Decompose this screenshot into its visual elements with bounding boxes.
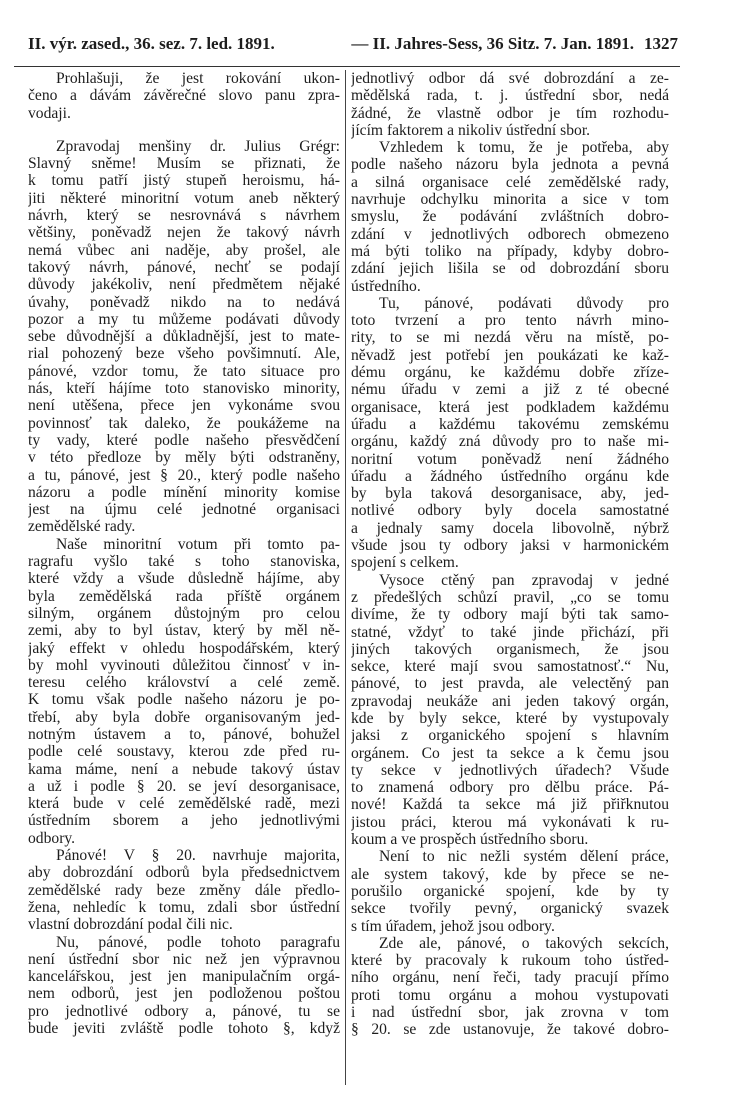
text-line: názoru a podle mínění minority komise	[28, 483, 340, 501]
header-czech: II. výr. zased., 36. sez. 7. led. 1891.	[28, 34, 275, 53]
text-line: Slavný sněme! Musím se přiznati, že	[28, 155, 340, 173]
text-line: úvahy, poněvadž nikdo na to nedává	[28, 293, 340, 311]
text-line: a tu, pánové, jest § 20., který podle našeho	[28, 466, 340, 484]
text-line: Vzhledem k tomu, že je potřeba, aby	[379, 139, 669, 157]
text-line: ty sekce v jednotlivých úřadech? Všude	[351, 761, 669, 779]
text-line: takový návrh, pánové, nechť se podají	[28, 258, 340, 276]
text-line: porušilo organické spojení, kde by ty	[351, 882, 669, 900]
text-line: by byla taková desorganisace, aby, jed-	[351, 485, 669, 503]
text-line: vodaji.	[28, 104, 71, 122]
text-line: proti tomu orgánu a mohou vystupovati	[351, 986, 669, 1004]
text-line: orgánu, každý zná důvody pro to naše mi-	[351, 433, 669, 451]
right-column	[351, 70, 669, 1039]
text-line: jaksi z organického spojení s hlavním	[351, 727, 669, 745]
text-line: smyslu, že podávání zvláštních dobro-	[351, 208, 669, 226]
text-line: K tomu však podle našeho názoru je po-	[28, 691, 340, 709]
text-line: organisace, která jest podkladem každému	[351, 398, 669, 416]
text-line: není ústřední sbor nic než jen výpravnou	[28, 950, 340, 968]
text-line: a jednaly samy docela libovolně, nýbrž	[351, 519, 669, 537]
text-line: nému úřadu v zemi a již z té obecné	[351, 381, 669, 399]
text-line: Není to nic nežli systém dělení práce,	[379, 848, 669, 866]
text-line: není utěšena, přece jen vykonáme svou	[28, 397, 340, 415]
text-line: zemědělské rady.	[28, 518, 136, 536]
text-line: kama máme, není a nebude takový ústav	[28, 760, 340, 778]
text-line: nás, kteří hájíme toto stanovisko minority,	[28, 380, 340, 398]
text-line: odbory.	[28, 829, 76, 847]
paragraph	[28, 536, 340, 847]
text-line: pozor a my tu můžeme podávati důvody	[28, 310, 340, 328]
paragraph	[28, 934, 340, 1038]
text-line: povinnosť tak daleko, že poukážeme na	[28, 414, 340, 432]
text-line: má býti toliko na případy, kdyby dobro-	[351, 242, 669, 260]
text-line: která bude v celé zemědělské radě, mezi	[28, 795, 340, 813]
column-divider	[345, 70, 346, 1085]
text-line: Tu, pánové, podávati důvody pro	[379, 294, 669, 312]
text-line: ale system takový, kde by přece se ne-	[351, 865, 669, 883]
text-line: podle našeho názoru byla jednota a pevná	[351, 156, 669, 174]
text-line: jícím faktorem a nikoliv ústřední sbor.	[351, 121, 591, 139]
text-line: Naše minoritní votum při tomto pa-	[56, 535, 340, 553]
text-line: rial pohozený beze všeho povšimnutí. Ale,	[28, 345, 340, 363]
paragraph	[351, 935, 669, 1039]
text-line: pánové, to jest pravda, ale velectěný pan	[351, 675, 669, 693]
text-line: ústředního.	[351, 277, 421, 295]
text-line: notlivé odbory byly docela samostatné	[351, 502, 669, 520]
text-line: zdání jejich lišila se od dobrozdání sboru	[351, 260, 669, 278]
text-line: sebe důvodnější a důkladnější, jest to mate-	[28, 328, 340, 346]
text-line: pánové, vzdor tomu, že tato situace pro	[28, 362, 340, 380]
text-line: ústředním sborem a jeho jednotlivými	[28, 812, 340, 830]
text-line: vlastní dobrozdání podal čili nic.	[28, 916, 233, 934]
text-line: by mohl vyvinouti důležitou činnosť v in-	[28, 656, 340, 674]
text-line: spojení s celkem.	[351, 554, 459, 572]
text-line: ragrafu vyšlo také s toho stanoviska,	[28, 553, 340, 571]
paragraph	[351, 572, 669, 849]
text-line: Zde ale, pánové, o takových sekcích,	[379, 934, 669, 952]
text-line: s tím úřadem, jehož jsou odbory.	[351, 917, 555, 935]
text-line: § 20. se zde ustanovuje, že takové dobro-	[351, 1021, 669, 1039]
text-line: nem odborů, jest jen podloženou poštou	[28, 985, 340, 1003]
text-line: teresu celého království a celé země.	[28, 674, 340, 692]
text-line: zemědělské rady beze změny dále předlo-	[28, 881, 340, 899]
text-line: a už i podle § 20. se jeví desorganisace,	[28, 777, 340, 795]
text-line: jednotlivý odbor dá své dobrozdání a ze-	[351, 70, 669, 87]
text-line: Zpravodaj menšiny dr. Julius Grégr:	[56, 137, 340, 155]
text-line: i nad ústřední sbor, jak zrovna v tom	[351, 1004, 669, 1022]
text-line: důvody jakékoliv, není předmětem nějaké	[28, 276, 340, 294]
running-header	[28, 34, 678, 56]
left-column	[28, 70, 340, 1037]
paragraph	[351, 70, 669, 139]
paragraph	[28, 70, 340, 122]
text-line: čeno a dávám závěrečné slovo panu zpra-	[28, 87, 340, 105]
text-line: navrhuje odchylku minorita a sice v tom	[351, 191, 669, 209]
text-line: žádné, že vlastně odbor je tím rozhodu-	[351, 104, 669, 122]
text-line: koum a ve prospěch ústředního sboru.	[351, 831, 589, 849]
text-line: nemá vůbec ani naděje, aby prošel, ale	[28, 241, 340, 259]
text-line: úřadu a každému takovému zemskému	[351, 415, 669, 433]
text-line: kancelářskou, jest jen manipulačním orgá-	[28, 968, 340, 986]
paragraph	[28, 138, 340, 536]
text-line: divíme, že ty odbory mají býti tak samo-	[351, 606, 669, 624]
paragraph	[28, 847, 340, 933]
text-line: většiny, poněvadž nejen že takový návrh	[28, 224, 340, 242]
text-line: k tomu patří jistý stupeň heroismu, há-	[28, 172, 340, 190]
text-line: to znamená odbory pro dělbu práce. Pá-	[351, 779, 669, 797]
text-line: Pánové! V § 20. navrhuje majorita,	[56, 847, 340, 865]
text-line: jest na újmu celé jednotné organisaci	[28, 501, 340, 519]
paragraph	[351, 295, 669, 572]
text-line: úřadu a žádného ústředního orgánu kde	[351, 467, 669, 485]
text-line: něvadž jest potřebí jen poukázati ke kaž-	[351, 346, 669, 364]
text-line: které vždy a všude důsledně hájíme, aby	[28, 570, 340, 588]
paragraph	[351, 848, 669, 934]
paragraph	[351, 139, 669, 295]
text-line: bude jeviti zvláště podle tohoto §, když	[28, 1020, 340, 1038]
text-line: návrh, který se nesrovnává s návrhem	[28, 207, 340, 225]
text-line: podle celé soustavy, kterou zde před ru-	[28, 743, 340, 761]
text-line: ního orgánu, není řeči, tady pracují přímo	[351, 969, 669, 987]
text-line: pro jednotlivé odbory a, pánové, tu se	[28, 1002, 340, 1020]
header-german: — II. Jahres-Sess, 36 Sitz. 7. Jan. 1891.	[351, 34, 634, 53]
text-line: nové! Každá ta sekce má již přiřknutou	[351, 796, 669, 814]
text-line: notným ústavem a to, pánové, bohužel	[28, 725, 340, 743]
text-line: mědělská rada, t. j. ústřední sbor, nedá	[351, 87, 669, 105]
text-line: z předešlých schůzí pravil, „co se tomu	[351, 588, 669, 606]
text-line: silným, orgánem důstojným pro celou	[28, 604, 340, 622]
text-line: Nu, pánové, podle tohoto paragrafu	[56, 933, 340, 951]
text-line: sekce tvořily pevný, organický svazek	[351, 900, 669, 918]
text-line: statné, vždyť to také jinde přichází, při	[351, 623, 669, 641]
text-line: noritní votum poněvadž není žádného	[351, 450, 669, 468]
text-line: ty vady, které podle našeho přesvědčení	[28, 431, 340, 449]
text-line: třebí, aby byla dobře organisovaným jed-	[28, 708, 340, 726]
text-line: kde by byly sekce, které by vystupovaly	[351, 709, 669, 727]
text-line: zpravodaj neukáže ani jeden takový orgán,	[351, 692, 669, 710]
page-number: 1327	[644, 34, 678, 53]
text-line: rity, to se mi nezdá věru na místě, po-	[351, 329, 669, 347]
text-line: v této předloze by měly býti odstraněny,	[28, 449, 340, 467]
text-line: byla zemědělská rada příště orgánem	[28, 587, 340, 605]
text-line: jistou práci, kterou má vykonávati k ru-	[351, 813, 669, 831]
text-line: jaký effekt v ohledu hospodářském, který	[28, 639, 340, 657]
text-line: a silná organisace celé zemědělské rady,	[351, 173, 669, 191]
text-line: Vysoce ctěný pan zpravodaj v jedné	[379, 571, 669, 589]
text-line: sekce, které mají svou samostatnosť.“ Nu,	[351, 658, 669, 676]
text-line: Prohlašuji, že jest rokování ukon-	[56, 70, 340, 87]
text-line: žena, nehledíc k tomu, zdali sbor ústřední	[28, 898, 340, 916]
text-line: které by pracovaly k rukoum toho ústřed-	[351, 952, 669, 970]
text-line: aby dobrozdání odborů byla předsednictvem	[28, 864, 340, 882]
text-line: zdání v jednotlivých odborech obmezeno	[351, 225, 669, 243]
header-rule	[14, 66, 680, 67]
text-line: jiti některé minoritní votum aneb některý	[28, 189, 340, 207]
text-line: orgánem. Co jest ta sekce a k čemu jsou	[351, 744, 669, 762]
text-line: jiných takových organismech, že jsou	[351, 640, 669, 658]
text-line: zemi, aby to byl ústav, který by měl ně-	[28, 622, 340, 640]
text-line: všude jsou ty odbory jaksi v harmonickém	[351, 537, 669, 555]
text-line: toto tvrzení a pro tento návrh mino-	[351, 312, 669, 330]
text-line: dému orgánu, ke každému dobře zříze-	[351, 364, 669, 382]
